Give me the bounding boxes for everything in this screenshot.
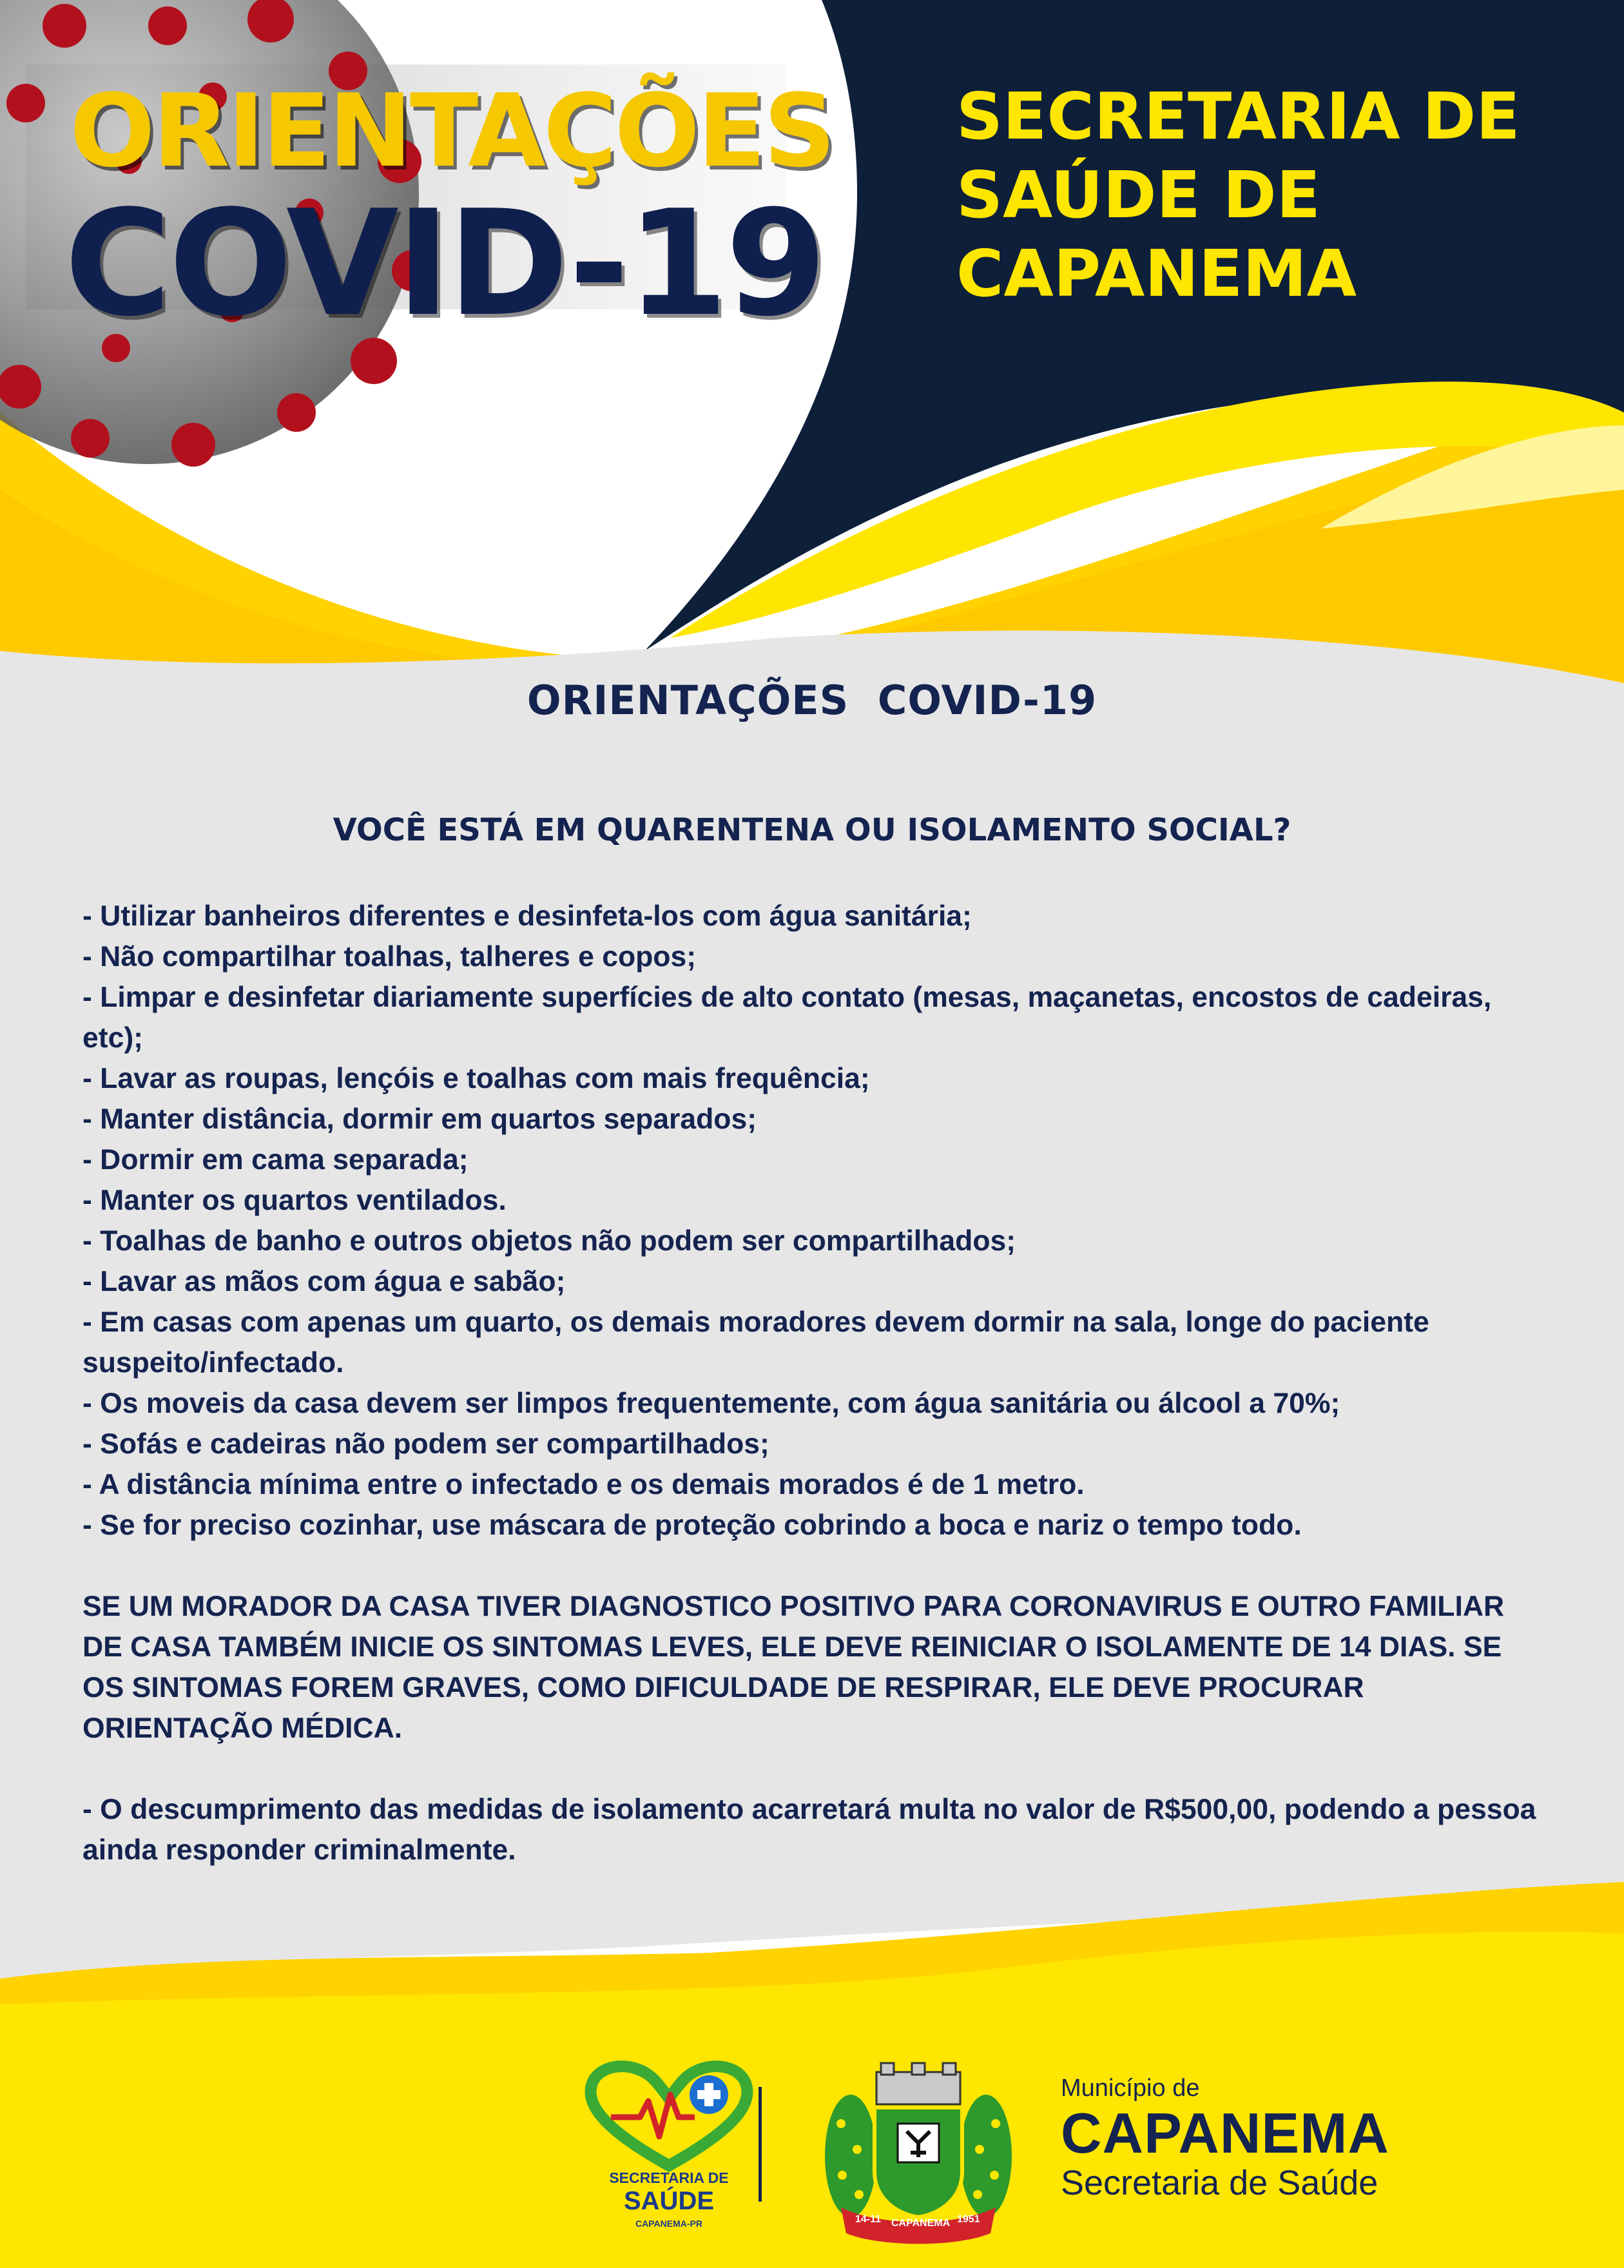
document-question: VOCÊ ESTÁ EM QUARENTENA OU ISOLAMENTO SOCIAL? (333, 812, 1291, 848)
positive-diagnosis-warning: SE UM MORADOR DA CASA TIVER DIAGNOSTICO POSITIVO PARA CORONAVIRUS E OUTRO FAMILIAR DE CASA TAMBÉM INICIE OS SINTOMAS LEVES, ELE DEVE REINICIAR O ISOLAMENTE DE 14 DIAS. SE OS SINTOMAS FOREM GRAVES, COMO DIFICULDADE DE RESPIRAR, ELE DEVE PROCURAR ORIENTAÇÃO MÉDICA. (82, 1591, 1505, 1744)
guideline-item: - Limpar e desinfetar diariamente superfícies de alto contato (mesas, maçanetas, encostos de cadeiras, etc); (82, 982, 1492, 1054)
guideline-item: - A distância mínima entre o infectado e os demais morados é de 1 metro. (82, 1469, 1085, 1500)
footer-divider (759, 2087, 762, 2202)
guideline-item: - Lavar as roupas, lençóis e toalhas com mais frequência; (82, 1063, 870, 1094)
penalty-notice: - O descumprimento das medidas de isolamento acarretará multa no valor de R$500,00, podendo a pessoa ainda responder criminalmente. (82, 1794, 1536, 1866)
crest-ribbon-right: 1951 (957, 2214, 980, 2225)
agency-title-line-1: SECRETARIA DE (956, 79, 1520, 154)
guideline-item: - Em casas com apenas um quarto, os demais moradores devem dormir na sala, longe do paciente suspeito/infectado. (82, 1306, 1429, 1379)
municipality-name: CAPANEMA (1061, 2101, 1389, 2165)
guideline-item: - Se for preciso cozinhar, use máscara de proteção cobrindo a boca e nariz o tempo todo. (82, 1509, 1302, 1541)
guideline-item: - Sofás e cadeiras não podem ser compartilhados; (82, 1428, 769, 1460)
municipality-subtitle: Secretaria de Saúde (1061, 2164, 1378, 2202)
municipality-block (1061, 2074, 1389, 2202)
guideline-item: - Dormir em cama separada; (82, 1144, 469, 1176)
municipality-label: Município de (1061, 2075, 1200, 2102)
guideline-item: - Não compartilhar toalhas, talheres e copos; (82, 941, 697, 973)
agency-title-line-3: CAPANEMA (956, 236, 1357, 311)
guideline-item: - Manter distância, dormir em quartos separados; (82, 1103, 757, 1135)
hero-title-line-2: COVID-19 (64, 179, 824, 349)
crest-ribbon-left: 14-11 (855, 2214, 882, 2225)
logo-saude-line-3: CAPANEMA-PR (635, 2218, 702, 2229)
municipal-crest (822, 2059, 1015, 2246)
crest-ribbon-center: CAPANEMA (891, 2218, 951, 2229)
guideline-item: - Utilizar banheiros diferentes e desinfeta-los com água sanitária; (82, 900, 972, 932)
guideline-item: - Manter os quartos ventilados. (82, 1185, 507, 1216)
secretaria-saude-logo (572, 2056, 766, 2249)
logo-saude-line-1: SECRETARIA DE (609, 2169, 729, 2186)
guideline-item: - Lavar as mãos com água e sabão; (82, 1266, 566, 1297)
guideline-item: - Toalhas de banho e outros objetos não podem ser compartilhados; (82, 1225, 1016, 1257)
hero-title-line-1: ORIENTAÇÕES (70, 72, 833, 189)
heart-heartbeat-cross-icon (572, 2056, 766, 2172)
guidelines-body (82, 896, 1545, 1870)
logo-saude-line-2: SAÚDE (623, 2187, 715, 2215)
document-title: ORIENTAÇÕES COVID-19 (527, 677, 1097, 724)
guideline-item: - Os moveis da casa devem ser limpos frequentemente, com água sanitária ou álcool a 70%; (82, 1388, 1340, 1419)
agency-title (956, 77, 1588, 313)
agency-title-line-2: SAÚDE DE (956, 157, 1320, 233)
